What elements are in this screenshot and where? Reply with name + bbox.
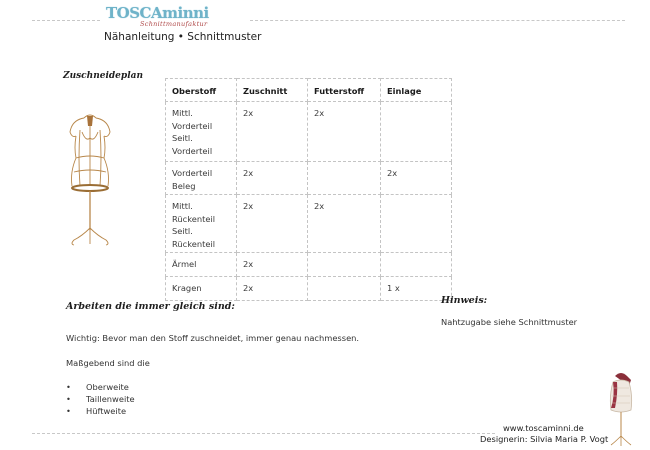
cell-zuschnitt: 2x xyxy=(237,253,308,277)
logo-tagline: Schnittmanufaktur xyxy=(140,20,208,28)
cell-zuschnitt: 2x xyxy=(237,162,308,195)
toscaminni-logo xyxy=(106,5,216,31)
measures-list xyxy=(66,381,135,417)
cell-oberstoff xyxy=(166,195,237,253)
cell-oberstoff xyxy=(166,102,237,162)
cell-zuschnitt: 2x xyxy=(237,102,308,162)
cell-futterstoff: 2x xyxy=(308,195,381,253)
bullet-icon: • xyxy=(66,394,71,404)
measure-label: Taillenweite xyxy=(86,394,135,404)
cell-line: Seitl. xyxy=(172,133,193,143)
column-header-einlage: Einlage xyxy=(381,79,452,102)
cell-line: Seitl. xyxy=(172,226,193,236)
cell-oberstoff: Kragen xyxy=(166,277,237,301)
table-header-row xyxy=(166,79,452,102)
cell-zuschnitt: 2x xyxy=(237,277,308,301)
important-note: Wichtig: Bevor man den Stoff zuschneidet, immer genau nachmessen. xyxy=(66,333,360,343)
footer-designer: Designerin: Silvia Maria P. Vogt xyxy=(480,434,609,444)
list-item xyxy=(66,405,135,417)
cell-futterstoff: 2x xyxy=(308,102,381,162)
dress-form-illustration xyxy=(64,110,116,250)
list-item xyxy=(66,381,135,393)
footer-divider xyxy=(32,433,495,434)
header-divider-right xyxy=(250,20,625,21)
cell-line: Vorderteil xyxy=(172,145,213,156)
cell-oberstoff: Ärmel xyxy=(166,253,237,277)
measure-label: Hüftweite xyxy=(86,406,127,416)
column-header-oberstoff: Oberstoff xyxy=(166,79,237,102)
cutting-plan-title: Zuschneideplan xyxy=(63,71,143,81)
note-title: Hinweis: xyxy=(441,295,488,306)
cell-einlage xyxy=(381,195,452,253)
cell-line: Vorderteil xyxy=(172,120,213,131)
list-item xyxy=(66,393,135,405)
cell-line: Rückenteil xyxy=(172,238,216,249)
column-header-futterstoff: Futterstoff xyxy=(308,79,381,102)
table-row xyxy=(166,162,452,195)
table-row xyxy=(166,253,452,277)
footer-website: www.toscaminni.de xyxy=(503,423,584,433)
cell-einlage xyxy=(381,253,452,277)
cell-line: Mittl. xyxy=(172,201,193,211)
always-same-title: Arbeiten die immer gleich sind: xyxy=(66,301,235,312)
cell-futterstoff xyxy=(308,162,381,195)
cell-line: Vorderteil xyxy=(172,168,213,178)
cell-line: Rückenteil xyxy=(172,213,216,224)
note-text: Nahtzugabe siehe Schnittmuster xyxy=(441,317,578,327)
cell-futterstoff xyxy=(308,253,381,277)
cell-einlage: 1 x xyxy=(381,277,452,301)
table-row xyxy=(166,102,452,162)
cell-line: Beleg xyxy=(172,180,196,191)
cutting-plan-table xyxy=(165,78,452,301)
header-divider-left xyxy=(32,20,100,21)
column-header-zuschnitt: Zuschnitt xyxy=(237,79,308,102)
cell-oberstoff xyxy=(166,162,237,195)
cell-zuschnitt: 2x xyxy=(237,195,308,253)
cell-einlage: 2x xyxy=(381,162,452,195)
measures-intro: Maßgebend sind die xyxy=(66,358,150,368)
cell-line: Mittl. xyxy=(172,108,193,118)
measure-label: Oberweite xyxy=(86,382,129,392)
table-row xyxy=(166,195,452,253)
bullet-icon: • xyxy=(66,382,71,392)
cell-futterstoff xyxy=(308,277,381,301)
bullet-icon: • xyxy=(66,406,71,416)
cell-einlage xyxy=(381,102,452,162)
small-dress-form-illustration xyxy=(605,370,637,448)
logo-wordmark: TOSCAminni xyxy=(106,4,209,22)
document-subtitle: Nähanleitung • Schnittmuster xyxy=(104,31,262,43)
table-row xyxy=(166,277,452,301)
